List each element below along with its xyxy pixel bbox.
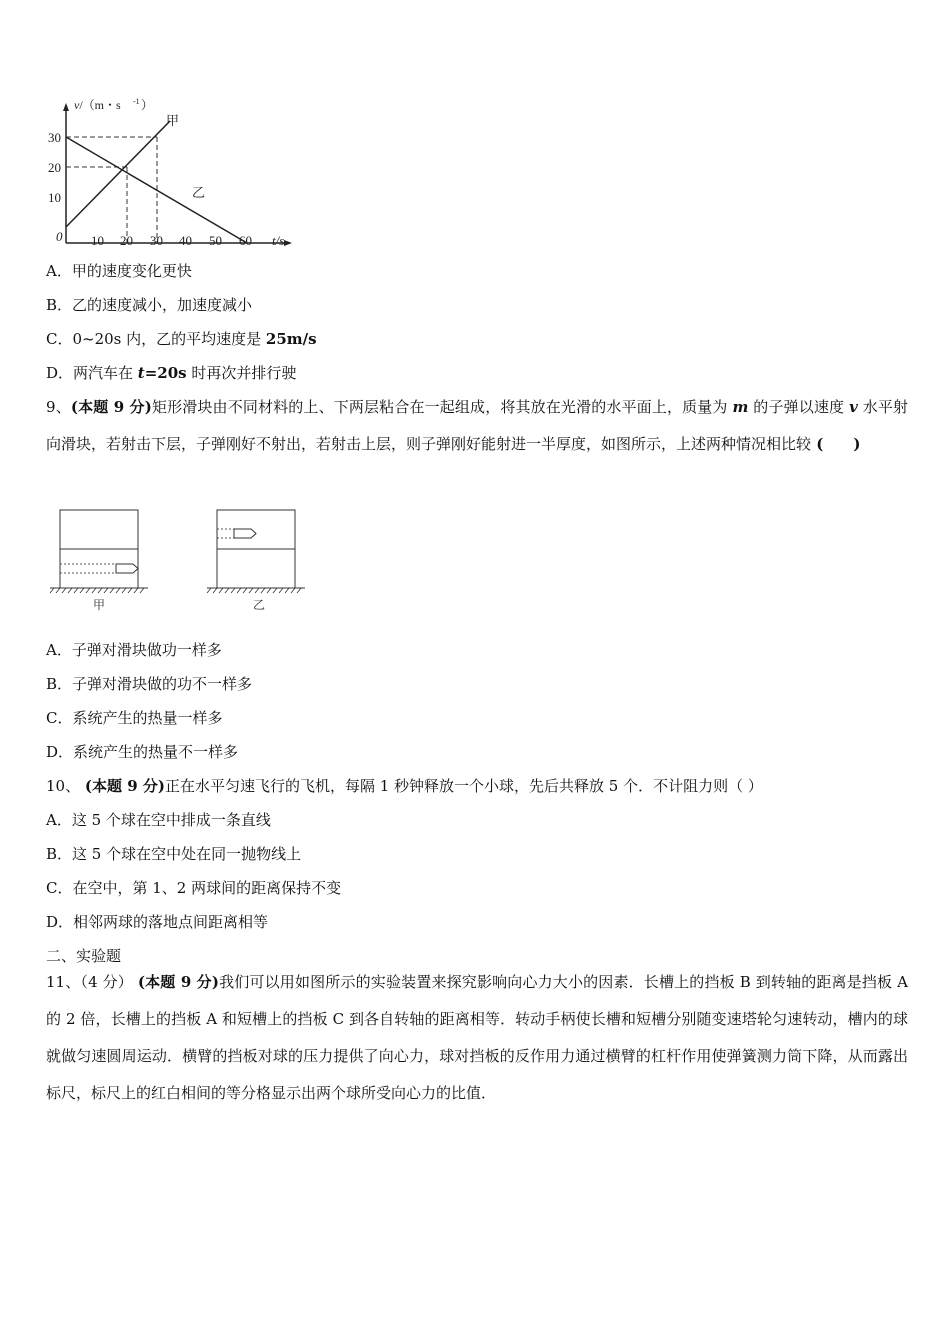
q9-text-1: 矩形滑块由不同材料的上、下两层粘合在一起组成，将其放在光滑的水平面上，质量为 [151,398,733,416]
q9-score: (本题 9 分) [70,398,152,416]
q11-stem [46,964,908,1112]
q8-option-c [46,329,317,349]
q9-var-v: v [849,398,858,416]
label-yi: 乙 [192,185,206,200]
q11-text: 我们可以用如图所示的实验装置来探究影响向心力大小的因素．长槽上的挡板 B 到转轴的距离是挡板 A 的 2 倍，长槽上的挡板 A 和短槽上的挡板 C 到各自转轴的距离相等．转动手柄使长槽和短槽分别随变速塔轮匀速转动，槽内的球就做匀速圆周运动．横臂的挡板对球的压力提供了向心力，球对挡板的反作用力通过横臂的杠杆作用使弹簧测力筒下降，从而露出标尺，标尺上的红白相间的等分格显示出两个球所受向心力的比值． [46,973,908,1102]
q8-option-d-var: t [137,364,145,382]
q9-number: 9、 [46,398,71,416]
q8-option-c-value: 25m/s [265,330,317,348]
origin-label: 0 [56,229,63,244]
q10-option-c: C．在空中，第 1、2 两球间的距离保持不变 [46,879,342,897]
y-axis-label-end: ） [141,98,154,112]
q10-option-a: A．这 5 个球在空中排成一条直线 [46,811,271,829]
q9-option-d: D．系统产生的热量不一样多 [46,743,239,761]
q8-option-a: A．甲的速度变化更快 [46,262,192,280]
x-tick-60: 60 [239,233,252,248]
q9-blank: ( ) [811,435,861,453]
q8-option-b: B．乙的速度减小，加速度减小 [46,296,253,314]
x-axis-arrow [284,240,292,246]
label-jia: 甲 [166,113,180,128]
q9-option-b: B．子弹对滑块做的功不一样多 [46,675,253,693]
y-tick-10: 10 [48,190,61,205]
x-tick-10: 10 [91,233,104,248]
q10-stem [46,776,763,796]
bullet-jia [116,564,138,573]
q9-text-3: 水平射向滑块，若射击下层，子弹刚好不射出，若射击上层，则子弹刚好能射进一半厚度，如图所示，上述两种情况相比较 [46,398,908,453]
y-axis-label-exp: -1 [133,97,140,106]
section-title: 二、实验题 [46,947,122,965]
y-tick-30: 30 [48,130,61,145]
bullet-yi [234,529,256,538]
velocity-time-graph [40,95,300,253]
q10-text: 正在水平匀速飞行的飞机，每隔 1 秒钟释放一个小球，先后共释放 5 个．不计阻力则（ ） [164,777,763,795]
q8-option-d [46,363,296,383]
y-axis-label-full: v/（m・s [74,98,121,112]
q9-stem [46,389,908,463]
q10-number: 10、 [46,777,81,795]
ground-yi-hatch [207,588,301,593]
label-block-jia: 甲 [93,598,106,612]
q9-option-c: C．系统产生的热量一样多 [46,709,223,727]
q11-number: 11、（4 分） [46,973,133,991]
q10-score: (本题 9 分) [84,777,165,795]
q8-option-d-value: =20s [144,364,187,382]
ground-jia-hatch [50,588,144,593]
x-tick-20: 20 [120,233,133,248]
q8-option-d-tail: 时再次并排行驶 [186,364,297,382]
q9-var-m: m [732,398,749,416]
q10-option-d: D．相邻两球的落地点间距离相等 [46,913,269,931]
q9-text-2: 的子弹以速度 [748,398,850,416]
q8-option-d-text: D．两汽车在 [46,364,138,382]
x-tick-40: 40 [179,233,192,248]
x-tick-30: 30 [150,233,163,248]
x-tick-50: 50 [209,233,222,248]
x-axis-label: t/s [272,233,285,248]
q10-option-b: B．这 5 个球在空中处在同一抛物线上 [46,845,302,863]
y-axis-arrow [63,103,69,111]
q9-option-a: A．子弹对滑块做功一样多 [46,641,222,659]
y-tick-20: 20 [48,160,61,175]
q11-score: (本题 9 分) [137,973,219,991]
label-block-yi: 乙 [253,598,266,612]
bullet-block-figure [46,505,316,620]
q8-option-c-text: C．0~20s 内，乙的平均速度是 [46,330,266,348]
